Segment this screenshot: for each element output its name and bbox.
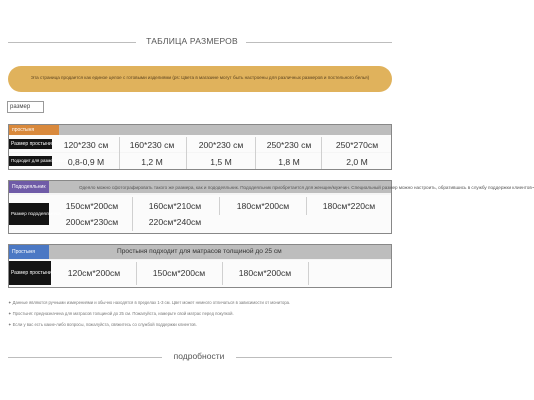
- duvet-cover-size-table: [8, 180, 534, 234]
- notice-banner: [8, 66, 392, 92]
- footnote: ✦ Данные являются ручными измерениями и обычно находятся в пределах 1-3 см. Цвет может немного отличаться в зависимости от монитора.: [8, 300, 291, 305]
- divider-right: [246, 42, 392, 43]
- sheet-size-cell: 120*230 см: [63, 140, 109, 150]
- column-divider: [222, 262, 223, 285]
- table-header-label: Пододеяльник: [9, 181, 49, 193]
- sheet-size-table: [8, 124, 392, 170]
- footnote: ✦ Если у вас есть какие-либо вопросы, пожалуйста, свяжитесь со службой поддержки клиентов.: [8, 322, 197, 327]
- sheet-size-cell: 250*230 см: [266, 140, 312, 150]
- fitted-sheet-size-cell: 150см*200см: [152, 268, 206, 278]
- duvet-size-cell: 200см*230см: [65, 217, 119, 227]
- table-header-label: простыня: [9, 125, 59, 135]
- table-header-note: Одеяло можно сфотографировать такого же размера, как и пододеяльник. Пододеяльник приобретается для женщин/мужчин. Специальный размер можно настроить, обратившись в службу поддержки клиентов~: [79, 185, 534, 190]
- table-header-label: Простыня: [9, 245, 49, 259]
- table-header: [9, 125, 391, 135]
- bed-size-cell: 0,8-0,9 М: [67, 157, 105, 167]
- column-divider: [306, 197, 307, 215]
- duvet-size-cell: 180см*220см: [322, 201, 376, 211]
- table-header-note: Простыня подходит для матрасов толщиной до 25 см: [117, 248, 282, 255]
- size-tag: размер: [7, 101, 44, 113]
- row-label-sheet-size: Размер простыни: [11, 141, 52, 147]
- column-divider: [136, 262, 137, 285]
- bed-size-cell: 1,8 М: [278, 157, 300, 167]
- duvet-size-cell: 180см*200см: [236, 201, 290, 211]
- bed-size-cell: 1,2 М: [141, 157, 163, 167]
- divider-left: [8, 357, 162, 358]
- size-chart-title-row: [0, 34, 400, 48]
- sheet-size-cell: 250*270см: [335, 140, 379, 150]
- duvet-size-cell: 220см*240см: [148, 217, 202, 227]
- row-label-fitted-sheet-size: Размер простыни: [9, 261, 51, 285]
- fitted-sheet-size-cell: 180см*200см: [238, 268, 292, 278]
- column-divider: [308, 262, 309, 285]
- details-section-header: [0, 350, 400, 364]
- column-divider: [321, 137, 322, 169]
- column-divider: [119, 137, 120, 169]
- sheet-size-cell: 160*230 см: [129, 140, 175, 150]
- column-divider: [132, 197, 133, 231]
- page-title: ТАБЛИЦА РАЗМЕРОВ: [146, 36, 238, 46]
- row-label-duvet-size: Размер пододеяльника: [9, 203, 49, 225]
- column-divider: [219, 197, 220, 215]
- sheet-size-cell: 200*230 см: [198, 140, 244, 150]
- bed-size-cell: 1,5 М: [210, 157, 232, 167]
- divider-right: [236, 357, 392, 358]
- row-label-bed-size: Подходит для размера кровати: [9, 156, 52, 166]
- notice-banner-text: Эта страница продается как единое целое с готовыми изделиями (рs: Цвета в магазине могут быть настроены для различных размеров и постельного белья): [30, 75, 370, 80]
- duvet-size-cell: 150см*200см: [65, 201, 119, 211]
- details-label: подробности: [173, 351, 225, 361]
- duvet-size-cell: 160см*210см: [148, 201, 202, 211]
- footnote: ✦ Простыня: предназначена для матрасов толщиной до 25 см. Пожалуйста, измерьте свой матрас перед покупкой.: [8, 311, 234, 316]
- divider-left: [8, 42, 136, 43]
- fitted-sheet-size-table: [8, 244, 392, 288]
- bed-size-cell: 2,0 М: [346, 157, 368, 167]
- fitted-sheet-size-cell: 120см*200см: [67, 268, 121, 278]
- column-divider: [255, 137, 256, 169]
- column-divider: [186, 137, 187, 169]
